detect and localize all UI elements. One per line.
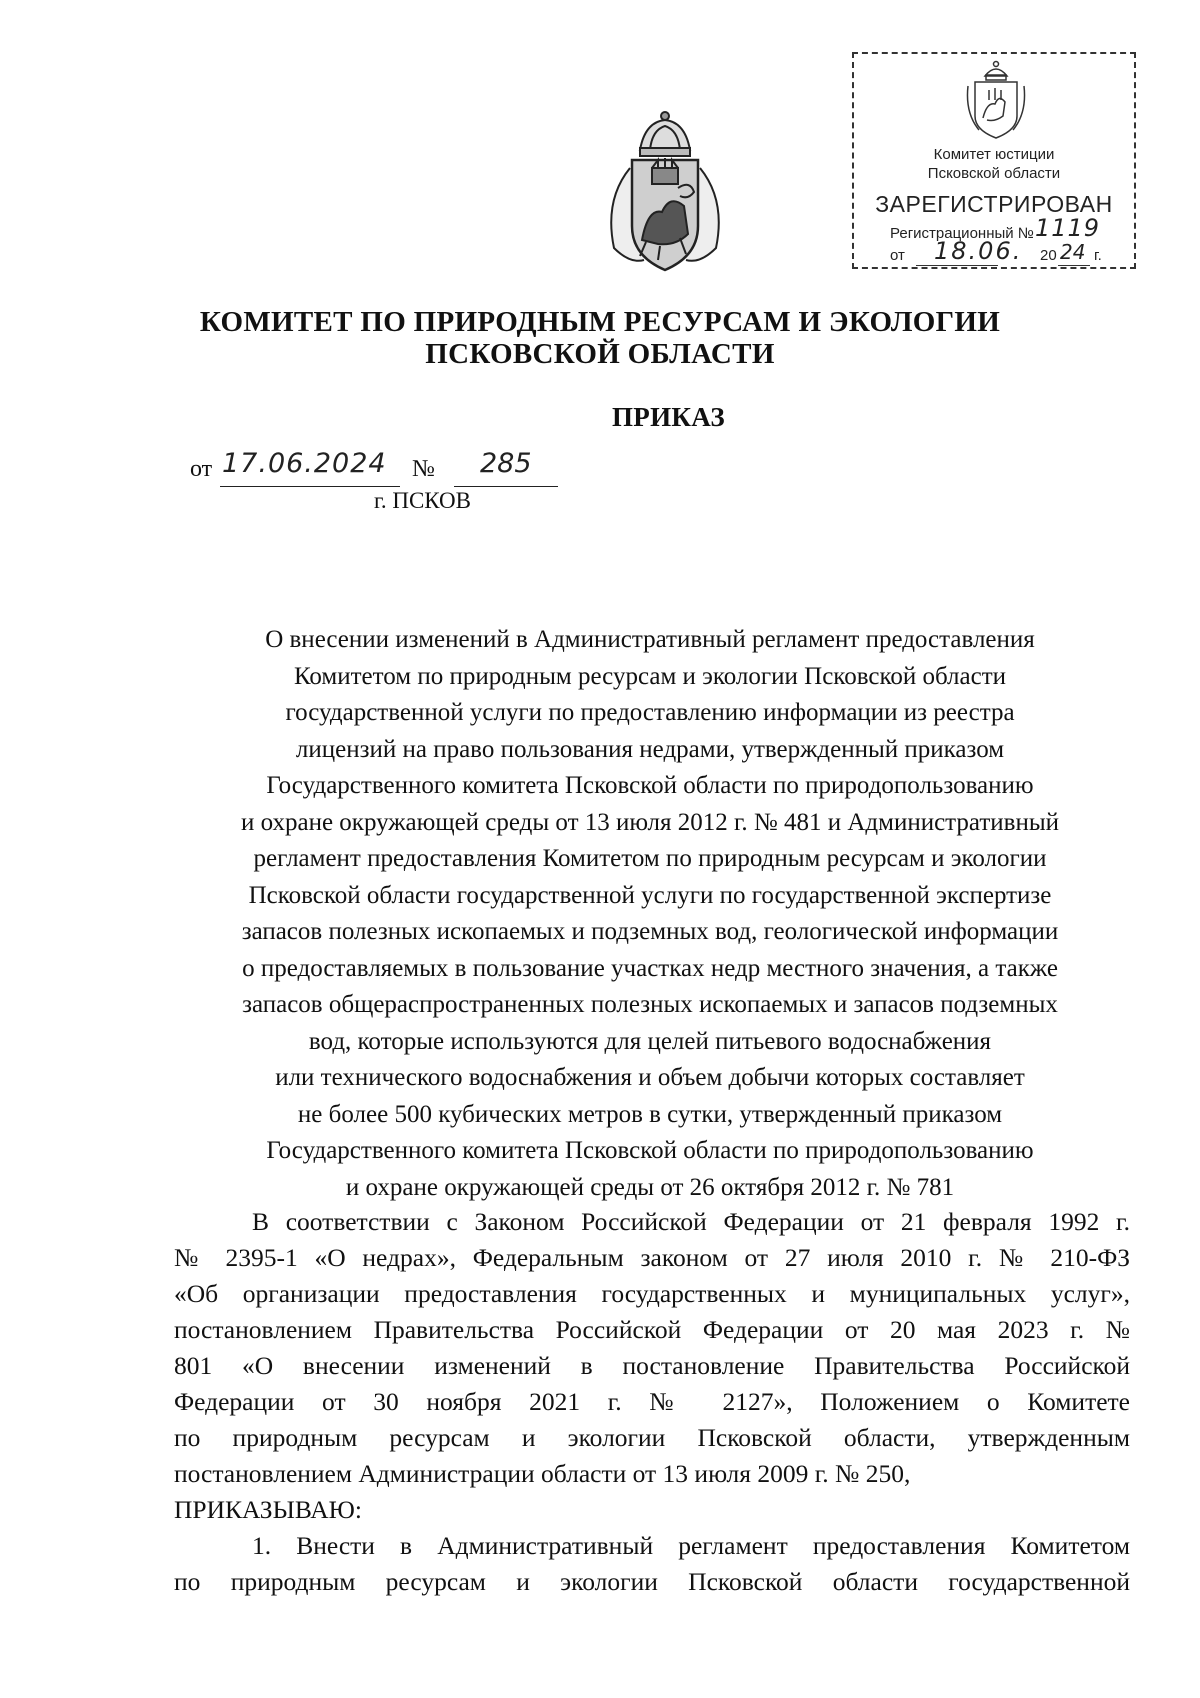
coat-of-arms-icon xyxy=(600,110,730,278)
body-line: Федерации от 30 ноября 2021 г. № 2127», Положением о Комитете xyxy=(174,1387,1130,1416)
body-line: «Об организации предоставления государственных и муниципальных услуг», xyxy=(174,1279,1130,1308)
title-line: и охране окружающей среды от 13 июля 2012 г. № 481 и Административный xyxy=(240,808,1060,836)
document-type: ПРИКАЗ xyxy=(612,402,725,432)
title-line: Государственного комитета Псковской области по природопользованию xyxy=(266,772,1034,799)
title-line: запасов общераспространенных полезных ископаемых и запасов подземных xyxy=(242,991,1058,1018)
title-line: Комитетом по природным ресурсам и экологии Псковской области xyxy=(293,662,1007,690)
title-line: и охране окружающей среды от 26 октября 2012 г. № 781 xyxy=(345,1173,955,1201)
body-line: по природным ресурсам и экологии Псковской области, утвержденным xyxy=(174,1423,1130,1452)
stamp-coat-of-arms-icon xyxy=(965,58,1027,144)
body-line: 1. Внести в Административный регламент предоставления Комитетом xyxy=(252,1531,1130,1560)
body-line: 801 «О внесении изменений в постановление Правительства Российской xyxy=(174,1351,1130,1380)
stamp-date-underline xyxy=(916,265,998,266)
preamble-paragraph xyxy=(174,1204,1130,1528)
stamp-org-line1: Комитет юстиции xyxy=(933,146,1055,163)
stamp-date-prefix: от xyxy=(890,247,905,264)
number-prefix: № xyxy=(412,456,435,482)
item-1-paragraph xyxy=(174,1528,1130,1600)
stamp-year-suffix: г. xyxy=(1094,247,1102,264)
city: г. ПСКОВ xyxy=(374,488,472,513)
title-line: о предоставляемых в пользование участках недр местного значения, а также xyxy=(242,954,1058,982)
date-value: 17.06.2024 xyxy=(222,448,387,479)
stamp-year-prefix: 20 xyxy=(1040,247,1057,264)
number-value: 285 xyxy=(480,448,532,479)
date-underline xyxy=(220,486,400,487)
org-name-line1: КОМИТЕТ ПО ПРИРОДНЫМ РЕСУРСАМ И ЭКОЛОГИИ xyxy=(199,306,1001,338)
stamp-registered-label: ЗАРЕГИСТРИРОВАН xyxy=(875,191,1113,217)
stamp-org-line2: Псковской области xyxy=(927,165,1061,182)
stamp-reg-number-value: 1119 xyxy=(1035,214,1101,242)
body-line: В соответствии с Законом Российской Федерации от 21 февраля 1992 г. xyxy=(252,1207,1130,1236)
stamp-year-underline xyxy=(1058,265,1090,266)
stamp-reg-number-label: Регистрационный № xyxy=(890,225,1034,242)
title-line: запасов полезных ископаемых и подземных вод, геологической информации xyxy=(241,918,1059,945)
date-prefix: от xyxy=(190,456,213,482)
number-underline xyxy=(454,486,558,487)
title-line: Псковской области государственной услуги по государственной экспертизе xyxy=(248,881,1052,909)
title-line: государственной услуги по предоставлению информации из реестра xyxy=(285,699,1015,726)
title-line: Государственного комитета Псковской области по природопользованию xyxy=(266,1137,1034,1164)
title-line: вод, которые используются для целей питьевого водоснабжения xyxy=(308,1027,992,1055)
stamp-date-value: 18.06. xyxy=(934,237,1023,265)
title-line: регламент предоставления Комитетом по природным ресурсам и экологии xyxy=(253,845,1047,872)
title-line: или технического водоснабжения и объем добычи которых составляет xyxy=(275,1064,1025,1091)
stamp-year-value: 24 xyxy=(1060,240,1086,264)
title-line: не более 500 кубических метров в сутки, утвержденный приказом xyxy=(297,1100,1003,1128)
document-body xyxy=(174,1204,1130,1600)
document-title xyxy=(160,622,1140,1206)
registration-stamp xyxy=(852,52,1136,269)
date-number-line xyxy=(190,448,570,492)
body-line: № 2395-1 «О недрах», Федеральным законом от 27 июля 2010 г. № 210-ФЗ xyxy=(174,1243,1130,1272)
body-line: постановлением Администрации области от 13 июля 2009 г. № 250, xyxy=(174,1459,911,1488)
org-name-line2: ПСКОВСКОЙ ОБЛАСТИ xyxy=(425,338,775,370)
title-line: О внесении изменений в Административный регламент предоставления xyxy=(265,626,1035,653)
title-line: лицензий на право пользования недрами, утвержденный приказом xyxy=(295,735,1005,763)
body-line: по природным ресурсам и экологии Псковской области государственной xyxy=(174,1567,1130,1596)
order-keyword: ПРИКАЗЫВАЮ: xyxy=(174,1495,362,1524)
body-line: постановлением Правительства Российской Федерации от 20 мая 2023 г. № xyxy=(174,1315,1130,1344)
